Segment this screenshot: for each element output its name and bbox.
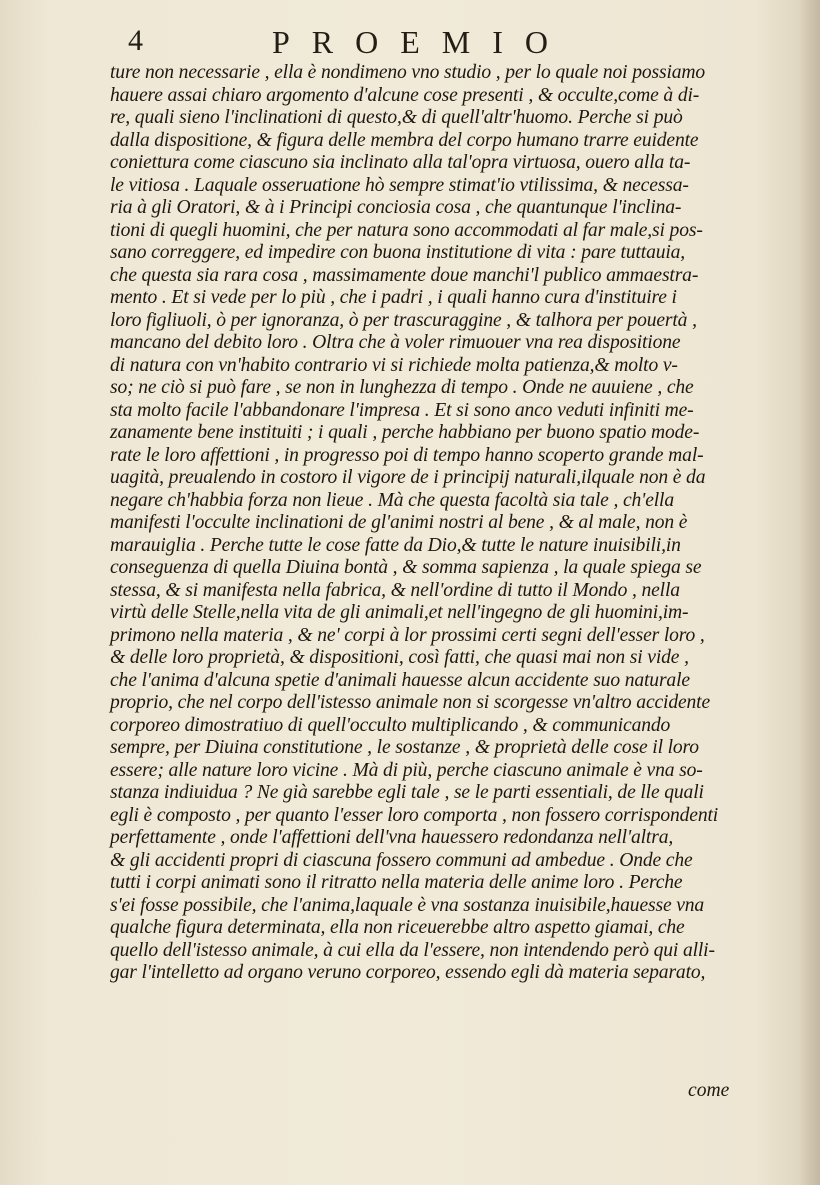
text-line: che questa sia rara cosa , massimamente doue manchi'l publico ammaestra- xyxy=(110,264,699,286)
page-gutter-shadow xyxy=(798,0,820,1185)
text-line: conseguenza di quella Diuina bontà , & somma sapienza , la quale spiega se xyxy=(110,557,702,578)
text-line: essere; alle nature loro vicine . Mà di più, perche ciascuno animale è vna so- xyxy=(110,759,703,781)
text-line: sta molto facile l'abbandonare l'impresa . Et si sono anco veduti infiniti me- xyxy=(110,399,694,421)
text-line: stanza indiuidua ? Ne già sarebbe egli tale , se le parti essentiali, de lle quali xyxy=(110,782,704,803)
running-title: PROEMIO xyxy=(272,24,571,60)
text-line: re, quali sieno l'inclinationi di questo,& di quell'altr'huomo. Perche si può xyxy=(110,107,683,128)
text-line: mento . Et si vede per lo più , che i padri , i quali hanno cura d'instituire i xyxy=(110,287,677,308)
text-line: rate le loro affettioni , in progresso poi di tempo hanno scoperto grande mal- xyxy=(110,444,704,466)
text-line: tutti i corpi animati sono il ritratto nella materia delle anime loro . Perche xyxy=(110,872,683,893)
text-line: so; ne ciò si può fare , se non in lunghezza di tempo . Onde ne auuiene , che xyxy=(110,377,694,398)
text-line: di natura con vn'habito contrario vi si richiede molta patienza,& molto v- xyxy=(110,354,678,376)
text-line: sano correggere, ed impedire con buona institutione di vita : pare tuttauia, xyxy=(110,242,686,263)
text-line: le vitiosa . Laquale osseruatione hò sempre stimat'io vtilissima, & necessa- xyxy=(110,174,689,196)
text-line: che l'anima d'alcuna spetie d'animali hauesse alcun accidente suo naturale xyxy=(110,669,690,691)
text-line: loro figliuoli, ò per ignoranza, ò per trascuraggine , & talhora per pouertà , xyxy=(110,309,697,331)
text-line: gar l'intelletto ad organo veruno corporeo, essendo egli dà materia separato, xyxy=(110,962,706,983)
text-line: & delle loro proprietà, & dispositioni, così fatti, che quasi mai non si vide , xyxy=(110,647,689,668)
text-line: & gli accidenti propri di ciascuna fossero communi ad ambedue . Onde che xyxy=(110,849,693,871)
text-line: manifesti l'occulte inclinationi de gl'animi nostri al bene , & al male, non è xyxy=(110,512,688,533)
text-line: negare ch'habbia forza non lieue . Mà che questa facoltà sia tale , ch'ella xyxy=(110,489,674,511)
text-line: quello dell'istesso animale, à cui ella da l'essere, non intendendo però qui alli- xyxy=(110,939,715,961)
text-line: marauiglia . Perche tutte le cose fatte da Dio,& tutte le nature inuisibili,in xyxy=(110,534,681,556)
text-line: ture non necessarie , ella è nondimeno vno studio , per lo quale noi possiamo xyxy=(110,62,706,83)
catchword: come xyxy=(688,1080,730,1101)
text-line: dalla dispositione, & figura delle membra del corpo humano trarre euidente xyxy=(110,129,699,151)
page-number: 4 xyxy=(128,24,143,57)
text-line: ria à gli Oratori, & à i Principi conciosia cosa , che quantunque l'inclina- xyxy=(110,197,682,218)
text-line: corporeo dimostratiuo di quell'occulto multiplicando , & communicando xyxy=(110,714,671,736)
text-line: mancano del debito loro . Oltra che à voler rimuouer vna rea dispositione xyxy=(110,332,681,353)
text-line: virtù delle Stelle,nella vita de gli animali,et nell'ingegno de gli huomini,im- xyxy=(110,602,689,623)
text-line: stessa, & si manifesta nella fabrica, & nell'ordine di tutto il Mondo , nella xyxy=(110,579,680,601)
text-line: conietturа come ciascuno sia inclinato alla tal'opra virtuosa, ouero alla ta- xyxy=(110,152,691,173)
text-line: sempre, per Diuina constitutione , le sostanze , & proprietà delle cose il loro xyxy=(110,737,699,758)
text-line: egli è composto , per quanto l'esser loro comporta , non fossero corrispondenti xyxy=(110,804,719,826)
body-text xyxy=(110,62,790,985)
text-line: proprio, che nel corpo dell'istesso animale non si scorgesse vn'altro accidente xyxy=(110,692,711,713)
text-line: perfettamente , onde l'affettioni dell'vna hauessero redondanza nell'altra, xyxy=(110,827,674,848)
text-line: hauere assai chiaro argomento d'alcune cose presenti , & occulte,come à di- xyxy=(110,84,700,106)
text-line: s'ei fosse possibile, che l'anima,laquale è vna sostanza inuisibile,hauesse vna xyxy=(110,894,705,916)
text-line: tioni di quegli huomini, che per natura sono accommodati al far male,si pos- xyxy=(110,219,703,241)
text-line: zanamente bene instituiti ; i quali , perche habbiano per buono spatio mode- xyxy=(110,422,700,443)
text-line: qualche figura determinata, ella non riceuerebbe altro aspetto giamai, che xyxy=(110,917,685,938)
text-line: primono nella materia , & ne' corpi à lor prossimi certi segni dell'esser loro , xyxy=(110,624,705,646)
text-line: uagità, preualendo in costoro il vigore de i principij naturali,ilquale non è da xyxy=(110,467,706,488)
